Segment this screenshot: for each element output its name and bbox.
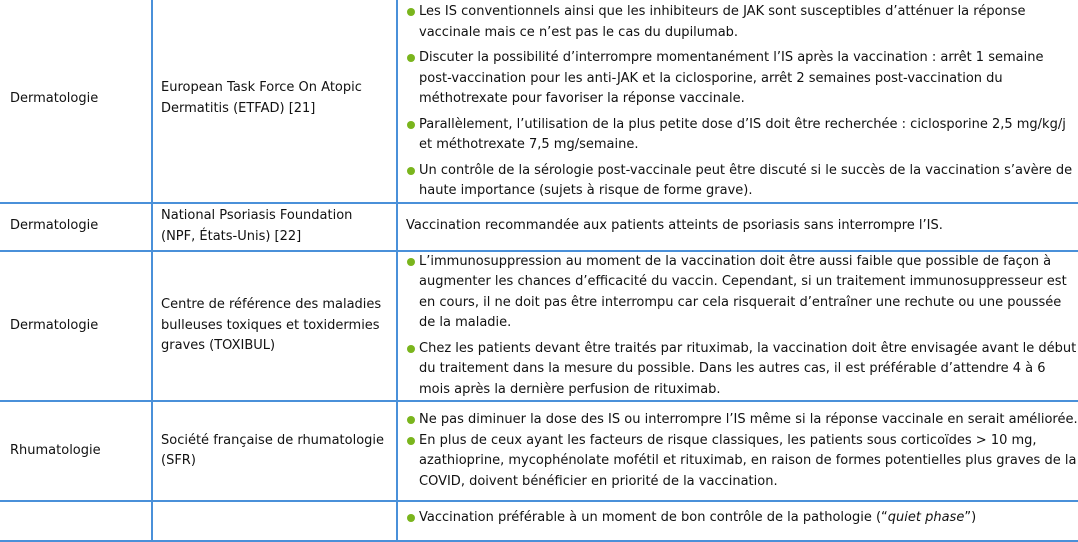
source-cell: National Psoriasis Foundation (NPF, États-Unis) [22] [152, 203, 397, 251]
table-row [0, 0, 1078, 203]
bullet-list [406, 508, 1078, 529]
green-dot-icon [407, 416, 415, 424]
bullet-text: Chez les patients devant être traités par rituximab, la vaccination doit être envisagée avant le début du traitement dans la mesure du possible. Dans les autres cas, il est préférable d’attendre 4 à 6 mois après la dernière perfusion de rituximab. [419, 340, 1077, 397]
specialty-cell: Dermatologie [0, 203, 152, 251]
bullet-text: En plus de ceux ayant les facteurs de risque classiques, les patients sous corticoïdes > 10 mg, azathioprine, mycophénolate mofétil et rituximab, en raison de formes potentielles plus graves de la COVID, doivent bénéficier en priorité de la vaccination. [419, 432, 1077, 489]
list-item [406, 431, 1078, 493]
list-item [406, 2, 1078, 43]
list-item [406, 410, 1078, 431]
list-item [406, 339, 1078, 401]
specialty-cell: Rhumatologie [0, 401, 152, 501]
recommendation-cell: Vaccination recommandée aux patients atteints de psoriasis sans interrompre l’IS. [397, 203, 1078, 251]
green-dot-icon [407, 437, 415, 445]
bullet-text: Ne pas diminuer la dose des IS ou interrompre l’IS même si la réponse vaccinale en serait améliorée. [419, 412, 1078, 427]
specialty-cell: Dermatologie [0, 0, 152, 203]
list-item [406, 48, 1078, 110]
recommendation-cell [397, 251, 1078, 402]
bullet-text: L’immunosuppression au moment de la vaccination doit être aussi faible que possible de façon à augmenter les chances d’efficacité du vaccin. Cependant, si un traitement immunosuppresseur est en cours, il ne doit pas être interrompu car cela risquerait d’entraîner une rechute ou une poussée de la maladie. [419, 253, 1067, 330]
green-dot-icon [407, 258, 415, 266]
bullet-text: Discuter la possibilité d’interrompre momentanément l’IS après la vaccination : arrêt 1 semaine post-vaccination pour les anti-JAK et la ciclosporine, arrêt 2 semaines post-vaccination du méthotrexate pour favoriser la réponse vaccinale. [419, 50, 1044, 106]
green-dot-icon [407, 167, 415, 175]
table-row [0, 501, 1078, 541]
table-row [0, 401, 1078, 501]
bullet-text-italic: quiet phase [887, 510, 965, 525]
green-dot-icon [407, 345, 415, 353]
list-item [406, 252, 1078, 334]
source-cell [152, 501, 397, 541]
bullet-list [406, 252, 1078, 401]
green-dot-icon [407, 8, 415, 16]
list-item [406, 508, 1078, 529]
bullet-list [406, 2, 1078, 202]
bullet-text: Un contrôle de la sérologie post-vaccinale peut être discuté si le succès de la vaccination s’avère de haute importance (sujets à risque de forme grave). [419, 162, 1073, 198]
recommendation-cell [397, 501, 1078, 541]
source-cell: European Task Force On Atopic Dermatitis (ETFAD) [21] [152, 0, 397, 203]
bullet-text: Parallèlement, l’utilisation de la plus petite dose d’IS doit être recherchée : ciclosporine 2,5 mg/kg/j et méthotrexate 7,5 mg/semaine. [419, 116, 1066, 152]
list-item [406, 161, 1078, 202]
table-row [0, 251, 1078, 402]
green-dot-icon [407, 121, 415, 129]
source-cell: Société française de rhumatologie (SFR) [152, 401, 397, 501]
green-dot-icon [407, 514, 415, 522]
specialty-cell [0, 501, 152, 541]
bullet-text-suffix: ”) [964, 510, 977, 525]
bullet-text-prefix: Vaccination préférable à un moment de bon contrôle de la pathologie (“ [419, 510, 888, 525]
bullet-list [406, 410, 1078, 492]
recommendation-cell [397, 0, 1078, 203]
recommendation-cell [397, 401, 1078, 501]
bullet-text: Les IS conventionnels ainsi que les inhibiteurs de JAK sont susceptibles d’atténuer la réponse vaccinale mais ce n’est pas le cas du dupilumab. [419, 4, 1026, 40]
source-cell: Centre de référence des maladies bulleuses toxiques et toxidermies graves (TOXIBUL) [152, 251, 397, 402]
specialty-cell: Dermatologie [0, 251, 152, 402]
list-item [406, 115, 1078, 156]
table-row [0, 203, 1078, 251]
green-dot-icon [407, 54, 415, 62]
